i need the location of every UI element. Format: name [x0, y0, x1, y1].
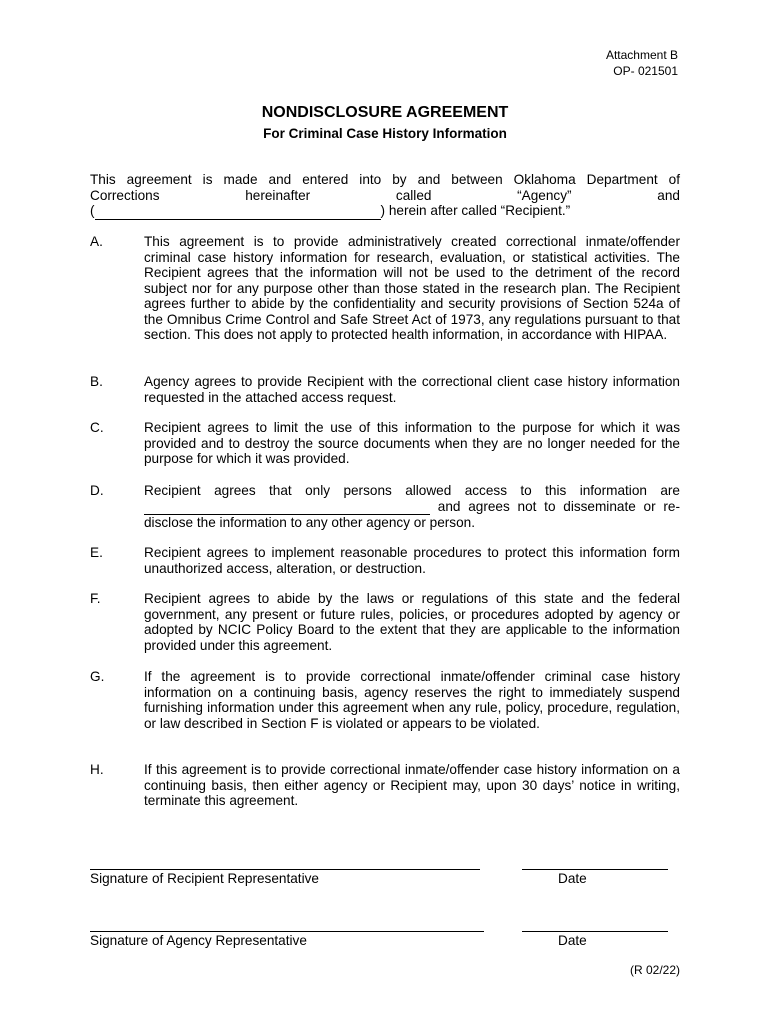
clause-f [90, 591, 680, 653]
intro-word: hereinafter [245, 187, 311, 203]
agency-date-line[interactable] [522, 931, 668, 932]
clause-e [90, 545, 680, 576]
intro-word: “Agency” [517, 187, 572, 203]
attachment-header [606, 47, 678, 79]
clause-text: If this agreement is to provide correctional inmate/offender case history information on a continuing basis, then either agency or Recipient may, upon 30 days’ notice in writing, terminate this agreement. [144, 762, 680, 808]
clause-text: Recipient agrees to abide by the laws or regulations of this state and the federal government, any present or future rules, policies, or procedures adopted by agency or adopted by NCIC Policy Board to the extent that they are applicable to the information provided under this agreement. [144, 591, 680, 653]
open-paren: ( [90, 203, 95, 218]
recipient-signature-label: Signature of Recipient Representative [90, 871, 319, 886]
clause-letter: E. [90, 545, 103, 560]
document-title: NONDISCLOSURE AGREEMENT [261, 104, 509, 121]
intro-word: called [395, 187, 432, 203]
clause-d-before: Recipient agrees that only persons allowed access to this information are [144, 483, 680, 498]
intro-word: Corrections [90, 187, 160, 203]
clause-c [90, 420, 680, 467]
clause-text [144, 483, 680, 531]
clause-a [90, 234, 680, 343]
clause-text: Agency agrees to provide Recipient with the correctional client case history information requested in the attached access request. [144, 374, 680, 405]
clause-text: Recipient agrees to limit the use of this information to the purpose for which it was provided and to destroy the source documents when they are no longer needed for the purpose for which it was provided. [144, 420, 680, 466]
recipient-intro-text: ) herein after called “Recipient.” [380, 203, 571, 218]
intro-paragraph [90, 172, 680, 220]
recipient-date-line[interactable] [522, 869, 668, 870]
op-number: OP- 021501 [613, 64, 678, 78]
clause-letter: B. [90, 374, 103, 389]
document-subtitle: For Criminal Case History Information [263, 126, 507, 141]
clause-d-after: and agrees not to disseminate or re-disclose the information to any other agency or person. [144, 498, 680, 530]
intro-line-1: This agreement is made and entered into by and between Oklahoma Department of [90, 172, 680, 187]
intro-word: and [657, 187, 680, 203]
revision-code: (R 02/22) [629, 963, 680, 977]
agency-signature-line[interactable] [90, 931, 484, 932]
clause-b [90, 374, 680, 405]
clause-text: If the agreement is to provide correctional inmate/offender criminal case history information on a continuing basis, agency reserves the right to immediately suspend furnishing information under this agreement when any rule, policy, procedure, regulation, or law described in Section F is violated or appears to be violated. [144, 669, 680, 731]
recipient-signature-line[interactable] [90, 869, 480, 870]
intro-line-2 [90, 188, 680, 204]
attachment-label: Attachment B [605, 48, 678, 62]
clause-letter: G. [90, 669, 105, 684]
clause-letter: C. [90, 420, 104, 435]
clause-letter: H. [90, 762, 104, 777]
clause-letter: D. [90, 483, 104, 498]
clause-letter: A. [90, 234, 103, 249]
authorized-persons-blank[interactable] [144, 499, 430, 516]
agency-signature-label: Signature of Agency Representative [90, 933, 307, 948]
recipient-name-blank[interactable] [95, 203, 381, 220]
clause-h [90, 762, 680, 809]
clause-text: This agreement is to provide administratively created correctional inmate/offender criminal case history information for research, evaluation, or statistical activities. The Recipient agrees that the information will not be used to the detriment of the record subject nor for any purpose other than those stated in the research plan. The Recipient agrees further to abide by the confidentiality and security provisions of Section 524a of the Omnibus Crime Control and Safe Street Act of 1973, any regulations pursuant to that section. This does not apply to protected health information, in accordance with HIPAA. [144, 234, 680, 342]
clause-d [90, 483, 680, 531]
agency-date-label: Date [558, 933, 587, 948]
clause-text: Recipient agrees to implement reasonable procedures to protect this information form unauthorized access, alteration, or destruction. [144, 545, 680, 576]
clause-g [90, 669, 680, 731]
clause-letter: F. [90, 591, 101, 606]
intro-line-3 [90, 203, 680, 220]
recipient-date-label: Date [558, 871, 587, 886]
